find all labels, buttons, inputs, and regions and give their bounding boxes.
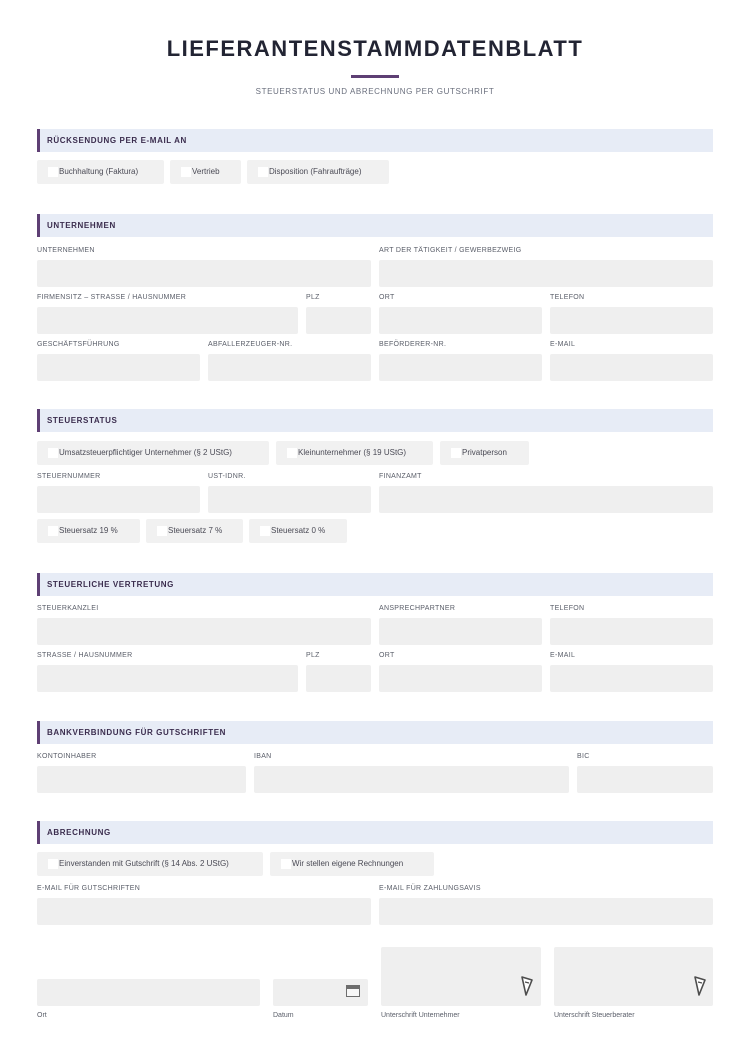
section-header-abrechnung: [37, 821, 713, 844]
input-plz[interactable]: [306, 307, 371, 334]
checkbox-box[interactable]: [281, 859, 291, 869]
label-unterschrift-unternehmer: Unterschrift Unternehmer: [381, 1012, 460, 1019]
input-email-zahlungsavis[interactable]: [379, 898, 713, 925]
input-ort-vertretung[interactable]: [379, 665, 542, 692]
input-strasse[interactable]: [37, 665, 298, 692]
input-steuernummer[interactable]: [37, 486, 200, 513]
checkbox-label: Steuersatz 19 %: [59, 526, 118, 535]
input-datum[interactable]: [273, 979, 368, 1006]
section-header-bank: [37, 721, 713, 744]
label-steuernummer: STEUERNUMMER: [37, 473, 101, 480]
page-subtitle: STEUERSTATUS UND ABRECHNUNG PER GUTSCHRIFT: [255, 87, 495, 96]
checkbox-label: Einverstanden mit Gutschrift (§ 14 Abs. 2 UStG): [59, 859, 229, 868]
signature-field-steuerberater[interactable]: [554, 947, 713, 1006]
checkbox-label: Disposition (Fahraufträge): [269, 167, 362, 176]
checkbox-disposition[interactable]: [247, 160, 389, 184]
section-header-ruecksendung: [37, 129, 713, 152]
page-title: LIEFERANTENSTAMMDATENBLATT: [166, 36, 584, 61]
label-bic: BIC: [577, 753, 590, 760]
label-ansprechpartner: ANSPRECHPARTNER: [379, 605, 456, 612]
label-ort-vertretung: ORT: [379, 652, 395, 659]
label-befoerderer: BEFÖRDERER-NR.: [379, 341, 447, 348]
input-email-gutschriften[interactable]: [37, 898, 371, 925]
checkbox-label: Privatperson: [462, 448, 507, 457]
label-strasse: STRASSE / HAUSNUMMER: [37, 652, 133, 659]
label-telefon: TELEFON: [550, 294, 585, 301]
label-email: E-MAIL: [550, 341, 576, 348]
pen-icon: [519, 975, 535, 997]
checkbox-box[interactable]: [181, 167, 191, 177]
input-bic[interactable]: [577, 766, 713, 793]
input-ort-signature[interactable]: [37, 979, 260, 1006]
section-title: STEUERLICHE VERTRETUNG: [47, 580, 174, 589]
label-telefon-vertretung: TELEFON: [550, 605, 585, 612]
label-taetigkeit: ART DER TÄTIGKEIT / GEWERBEZWEIG: [379, 247, 522, 254]
signature-field-unternehmer[interactable]: [381, 947, 541, 1006]
checkbox-label: Vertrieb: [192, 167, 220, 176]
checkbox-label: Buchhaltung (Faktura): [59, 167, 139, 176]
input-steuerkanzlei[interactable]: [37, 618, 371, 645]
label-datum: Datum: [273, 1012, 294, 1019]
section-title: BANKVERBINDUNG FÜR GUTSCHRIFTEN: [47, 728, 227, 737]
input-geschaeftsfuehrung[interactable]: [37, 354, 200, 381]
label-geschaeftsfuehrung: GESCHÄFTSFÜHRUNG: [37, 341, 120, 348]
input-firmensitz[interactable]: [37, 307, 298, 334]
checkbox-kleinunternehmer[interactable]: [276, 441, 433, 465]
input-telefon-vertretung[interactable]: [550, 618, 713, 645]
title-divider: [351, 75, 399, 78]
checkbox-steuersatz-7[interactable]: [146, 519, 243, 543]
label-steuerkanzlei: STEUERKANZLEI: [37, 605, 99, 612]
section-title: RÜCKSENDUNG PER E-MAIL AN: [47, 136, 187, 145]
label-plz: PLZ: [306, 294, 320, 301]
input-befoerderer[interactable]: [379, 354, 542, 381]
section-header-vertretung: [37, 573, 713, 596]
checkbox-box[interactable]: [157, 526, 167, 536]
label-email-gutschriften: E-MAIL FÜR GUTSCHRIFTEN: [37, 885, 141, 892]
section-header-steuerstatus: [37, 409, 713, 432]
section-title: STEUERSTATUS: [47, 416, 118, 425]
label-ort-footer: Ort: [37, 1012, 47, 1019]
label-kontoinhaber: KONTOINHABER: [37, 753, 97, 760]
label-unternehmen: UNTERNEHMEN: [37, 247, 95, 254]
label-finanzamt: FINANZAMT: [379, 473, 422, 480]
input-taetigkeit[interactable]: [379, 260, 713, 287]
checkbox-box[interactable]: [48, 526, 58, 536]
checkbox-label: Steuersatz 7 %: [168, 526, 223, 535]
checkbox-label: Steuersatz 0 %: [271, 526, 326, 535]
checkbox-steuersatz-19[interactable]: [37, 519, 140, 543]
label-ustidnr: UST-IDNR.: [208, 473, 246, 480]
label-unterschrift-steuerberater: Unterschrift Steuerberater: [554, 1012, 635, 1019]
checkbox-label: Wir stellen eigene Rechnungen: [292, 859, 404, 868]
section-header-unternehmen: [37, 214, 713, 237]
label-ort: ORT: [379, 294, 395, 301]
input-finanzamt[interactable]: [379, 486, 713, 513]
checkbox-box[interactable]: [48, 859, 58, 869]
input-abfallerzeuger[interactable]: [208, 354, 371, 381]
checkbox-label: Kleinunternehmer (§ 19 UStG): [298, 448, 407, 457]
input-telefon[interactable]: [550, 307, 713, 334]
input-unternehmen[interactable]: [37, 260, 371, 287]
checkbox-privatperson[interactable]: [440, 441, 529, 465]
input-plz-vertretung[interactable]: [306, 665, 371, 692]
input-ustidnr[interactable]: [208, 486, 371, 513]
label-email-vertretung: E-MAIL: [550, 652, 576, 659]
input-kontoinhaber[interactable]: [37, 766, 246, 793]
section-title: ABRECHNUNG: [47, 828, 111, 837]
pen-icon: [692, 975, 708, 997]
checkbox-buchhaltung[interactable]: [37, 160, 164, 184]
section-title: UNTERNEHMEN: [47, 221, 116, 230]
input-email[interactable]: [550, 354, 713, 381]
label-iban: IBAN: [254, 753, 272, 760]
calendar-icon[interactable]: [346, 985, 360, 997]
input-email-vertretung[interactable]: [550, 665, 713, 692]
checkbox-box[interactable]: [258, 167, 268, 177]
checkbox-label: Umsatzsteuerpflichtiger Unternehmer (§ 2 UStG): [59, 448, 232, 457]
checkbox-box[interactable]: [48, 448, 58, 458]
input-ort[interactable]: [379, 307, 542, 334]
label-firmensitz: FIRMENSITZ – STRASSE / HAUSNUMMER: [37, 294, 187, 301]
input-ansprechpartner[interactable]: [379, 618, 542, 645]
checkbox-box[interactable]: [287, 448, 297, 458]
checkbox-box[interactable]: [260, 526, 270, 536]
label-email-zahlungsavis: E-MAIL FÜR ZAHLUNGSAVIS: [379, 885, 481, 892]
checkbox-steuersatz-0[interactable]: [249, 519, 347, 543]
label-abfallerzeuger: ABFALLERZEUGER-NR.: [208, 341, 293, 348]
checkbox-umsatzsteuerpflichtig[interactable]: [37, 441, 269, 465]
input-iban[interactable]: [254, 766, 569, 793]
checkbox-box[interactable]: [48, 167, 58, 177]
checkbox-box[interactable]: [451, 448, 461, 458]
label-plz-vertretung: PLZ: [306, 652, 320, 659]
checkbox-eigene-rechnungen[interactable]: [270, 852, 434, 876]
checkbox-gutschrift[interactable]: [37, 852, 263, 876]
checkbox-vertrieb[interactable]: [170, 160, 241, 184]
